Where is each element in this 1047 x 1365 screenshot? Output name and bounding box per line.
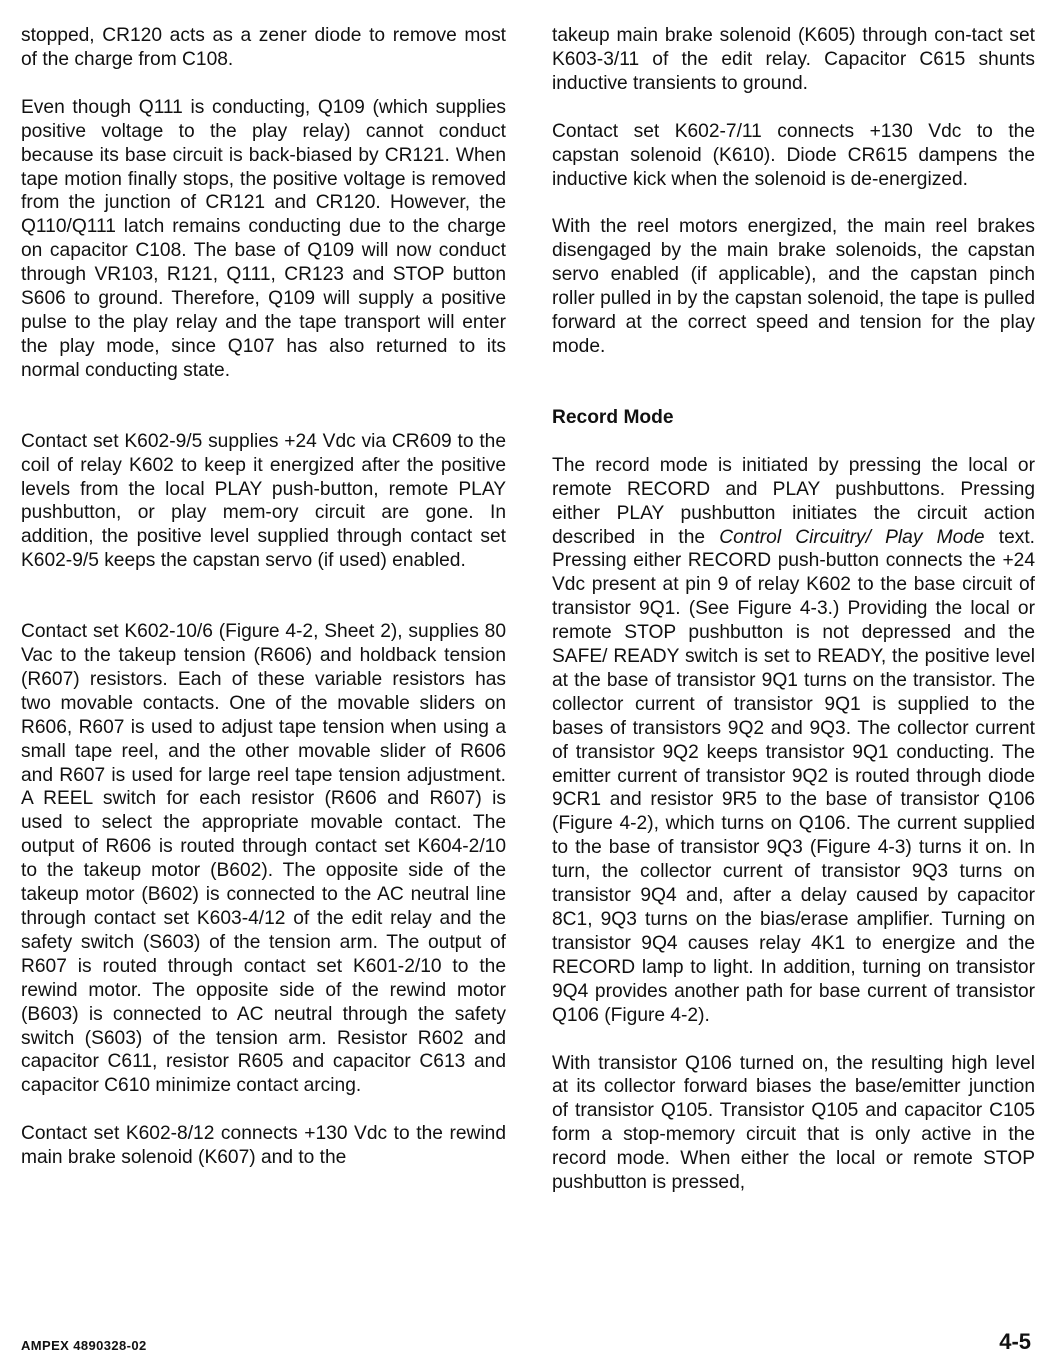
paragraph: stopped, CR120 acts as a zener diode to remove most of the charge from C108. (21, 25, 506, 70)
right-column (552, 24, 1035, 1219)
paragraph: Contact set K602-10/6 (Figure 4-2, Sheet 2), supplies 80 Vac to the takeup tension (R606) and holdback tension (R607) resistors. Each of these variable resistors has two movable contacts. One of the movable sliders on R606, R607 is used to adjust tape tension when using a small tape reel, and the other movable slider of R606 and R607 is used for large reel tape tension adjustment. A REEL switch for each resistor (R606 and R607) is used to select the appropriate movable contact. The output of R606 is routed through contact set K604-2/10 to the takeup motor (B602). The opposite side of the takeup motor (B602) is connected to the AC neutral line through contact set K603-4/12 of the edit relay and the safety switch (S603) of the tension arm. The output of R607 is routed through contact set K601-2/10 to the rewind motor. The opposite side of the rewind motor (B603) is connected to AC neutral through the safety switch (S603) of the tension arm. Resistor R602 and capacitor C611, resistor R605 and capacitor C613 and capacitor C610 minimize contact arcing. (21, 621, 506, 1097)
paragraph: Contact set K602-7/11 connects +130 Vdc to the capstan solenoid (K610). Diode CR615 dampens the inductive kick when the solenoid is de-energized. (552, 120, 1035, 190)
paragraph: With transistor Q106 turned on, the resulting high level at its collector forward biases the base/emitter junction of transistor Q105. Transistor Q105 and capacitor C105 form a stop-memory circuit that is only active in the record mode. When either the local or remote STOP pushbutton is pressed, (552, 1052, 1035, 1194)
italic-reference: Control Circuitry/ Play Mode (719, 526, 985, 548)
page-number: 4-5 (999, 1329, 1031, 1354)
paragraph: Even though Q111 is conducting, Q109 (which supplies positive voltage to the play relay) cannot conduct because its base circuit is back-biased by CR121. When tape motion finally stops, the positive voltage is removed from the junction of CR121 and CR120. However, the Q110/Q111 latch remains conducting due to the charge on capacitor C108. The base of Q109 will now conduct through VR103, R121, Q111, CR123 and STOP button S606 to ground. Therefore, Q109 will supply a positive pulse to the play relay and the tape transport will enter the play mode, since Q107 has also returned to its normal conducting state. (21, 96, 506, 381)
text-run: text. Pressing either RECORD push-button connects the +24 Vdc present at pin 9 of relay K602 to the base circuit of transistor 9Q1. (See Figure 4-3.) Providing the local or remote STOP pushbutton is not depressed and the SAFE/ READY switch is set to READY, the positive level at the base of transistor 9Q1 turns on the transistor. The collector current of transistor 9Q1 is supplied to the bases of transistors 9Q2 and 9Q3. The collector current of transistor 9Q2 keeps transistor 9Q1 conducting. The emitter current of transistor 9Q2 is routed through diode 9CR1 and resistor 9R5 to the base of transistor Q106 (Figure 4-2), which turns on Q106. The current supplied to the base of transistor 9Q3 (Figure 4-3) turns it on. In turn, the collector current of transistor 9Q3 turns on transistor 9Q4 and, after a delay caused by capacitor 8C1, 9Q3 turns on the bias/erase amplifier. Turning on transistor 9Q4 causes relay 4K1 to energize and the RECORD lamp to light. In addition, turning on transistor 9Q4 provides another path for base current of transistor Q106 (Figure 4-2). (552, 526, 1036, 1026)
paragraph: With the reel motors energized, the main reel brakes disengaged by the main brake solenoids, the capstan servo enabled (if applicable), and the capstan pinch roller pulled in by the capstan solenoid, the tape is pulled forward at the correct speed and tension for the play mode. (552, 216, 1035, 357)
paragraph: Contact set K602-9/5 supplies +24 Vdc via CR609 to the coil of relay K602 to keep it energized after the positive levels from the local PLAY push-button, remote PLAY pushbutton, or play mem-ory circuit are gone. In addition, the positive level supplied through contact set K602-9/5 keeps the capstan servo (if used) enabled. (21, 430, 506, 572)
paragraph: Contact set K602-8/12 connects +130 Vdc to the rewind main brake solenoid (K607) and to the (21, 1123, 506, 1169)
paragraph: takeup main brake solenoid (K605) through con-tact set K603-3/11 of the edit relay. Capacitor C615 shunts inductive transients to ground. (552, 25, 1035, 94)
document-number: AMPEX 4890328-02 (21, 1338, 147, 1353)
text-run: The record mode is initiated by pressing the local or remote RECORD and PLAY pushbuttons. Pressing either PLAY pushbutton initiates the circuit action described in the (552, 454, 1035, 548)
left-column (21, 24, 506, 1194)
paragraph (552, 454, 1035, 1028)
section-heading: Record Mode (552, 406, 674, 428)
